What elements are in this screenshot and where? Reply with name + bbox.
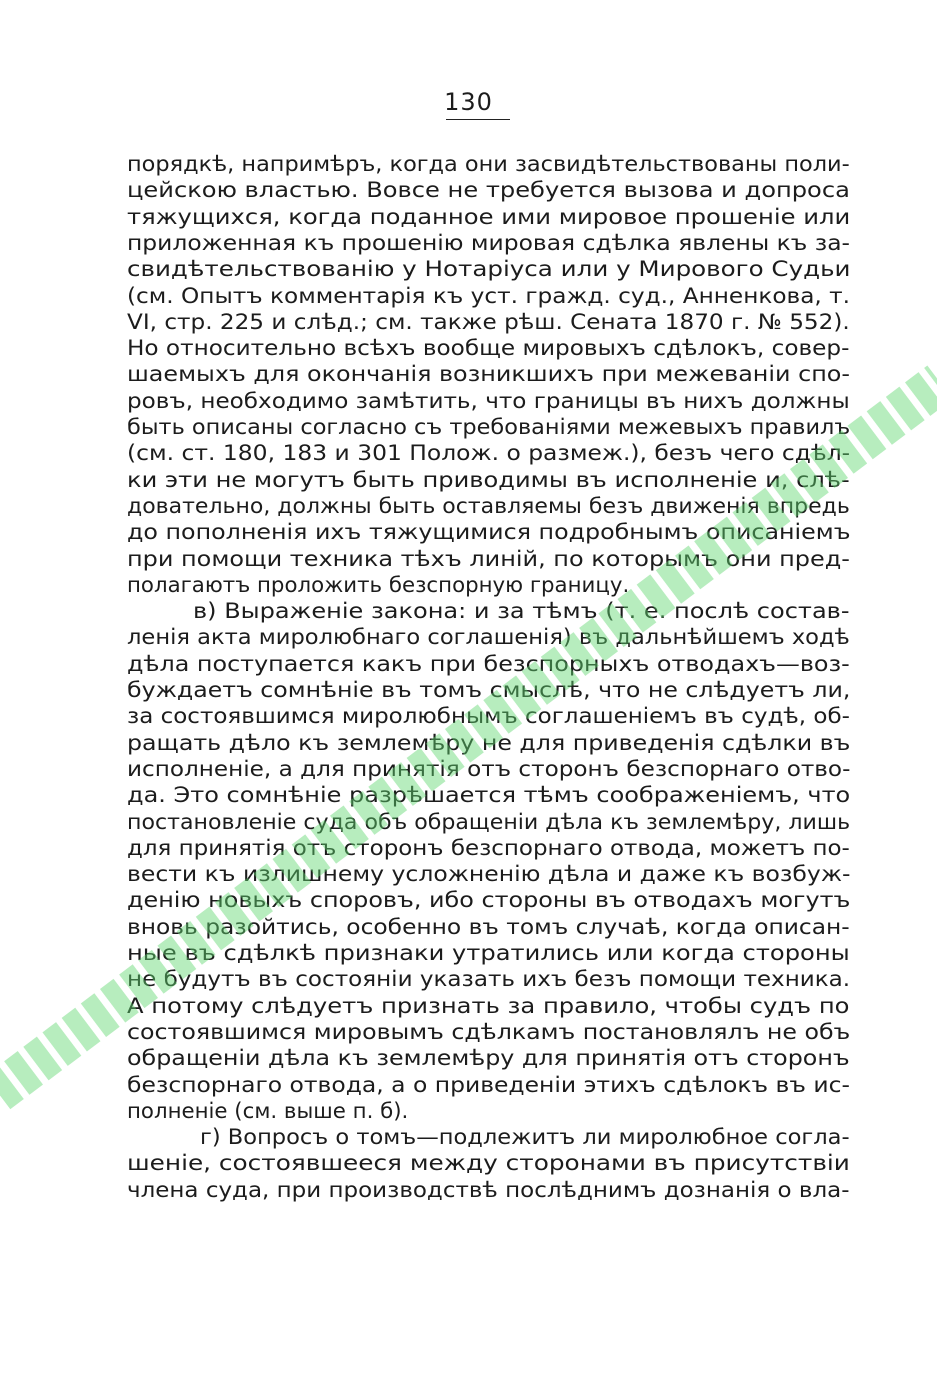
text-line: полненіе (см. выше п. б). — [127, 1098, 409, 1124]
text-line: А потому слѣдуетъ признать за правило, чтобы судъ по — [127, 993, 850, 1019]
text-line: г) Вопросъ о томъ—подлежитъ ли миролюбное согла- — [200, 1125, 850, 1151]
text-line: быть описаны согласно съ требованіями межевыхъ правилъ — [127, 415, 851, 440]
text-line: в) Выраженіе закона: и за тѣмъ (т. е. послѣ состав- — [193, 599, 850, 625]
text-line: буждаетъ сомнѣніе въ томъ смыслѣ, что не слѣдуетъ ли, — [127, 678, 851, 703]
text-line: члена суда, при производствѣ послѣднимъ дознанія о вла- — [127, 1177, 850, 1203]
text-line: свидѣтельствованію у Нотаріуса или у Мирового Судьи — [127, 257, 851, 283]
text-line: денію новыхъ споровъ, ибо стороны въ отводахъ могутъ — [127, 888, 851, 914]
text-line: не будутъ въ состояніи указать ихъ безъ помощи техника. — [127, 967, 851, 993]
text-line: (см. Опытъ комментарія къ уст. гражд. суд., Анненкова, т. — [127, 283, 851, 309]
text-line: да. Это сомнѣніе разрѣшается тѣмъ соображеніемъ, что — [127, 783, 851, 809]
text-line: полагаютъ проложить безспорную границу. — [127, 572, 630, 598]
text-line: за состоявшимся миролюбнымъ соглашеніемъ въ судѣ, об- — [127, 704, 850, 730]
text-line: ленія акта миролюбнаго соглашенія) въ дальнѣйшемъ ходѣ — [127, 625, 850, 651]
text-line: состоявшимся мировымъ сдѣлкамъ постановлялъ не объ — [127, 1019, 851, 1045]
text-line: ращать дѣло къ землемѣру не для приведенія сдѣлки въ — [127, 730, 851, 756]
text-line: шаемыхъ для окончанія возникшихъ при межеваніи спо- — [127, 362, 850, 388]
text-line: при помощи техника тѣхъ линій, по которымъ они пред- — [127, 546, 850, 572]
text-line: ровъ, необходимо замѣтить, что границы въ нихъ должны — [127, 388, 850, 414]
text-line: до пополненія ихъ тяжущимися подробнымъ описаніемъ — [127, 520, 851, 546]
text-line: вновь разойтись, особенно въ томъ случаѣ, когда описан- — [127, 914, 850, 940]
text-line: обращеніи дѣла къ землемѣру для принятія отъ сторонъ — [127, 1046, 850, 1072]
text-line: дѣла поступается какъ при безспорныхъ отводахъ—воз- — [127, 651, 850, 677]
text-line: для принятія отъ сторонъ безспорнаго отвода, можетъ по- — [127, 835, 850, 861]
text-line: VI, стр. 225 и слѣд.; см. также рѣш. Сената 1870 г. № 552). — [127, 309, 850, 335]
page-number: 130 — [444, 88, 493, 116]
text-line: исполненіе, а для принятія отъ сторонъ безспорнаго отво- — [127, 756, 851, 782]
text-line: ки эти не могутъ быть приводимы въ исполненіе и, слѣ- — [127, 467, 850, 493]
text-line: безспорнаго отвода, а о приведеніи этихъ сдѣлокъ въ ис- — [127, 1072, 850, 1098]
text-line: (см. ст. 180, 183 и 301 Полож. о размеж.), безъ чего сдѣл- — [127, 441, 851, 467]
text-line: шеніе, состоявшееся между сторонами въ присутствіи — [127, 1151, 850, 1177]
text-line: порядкѣ, напримѣръ, когда они засвидѣтельствованы поли- — [127, 152, 850, 177]
text-line: ные въ сдѣлкѣ признаки утратились или когда стороны — [127, 941, 850, 966]
text-line: постановленіе суда объ обращеніи дѣла къ землемѣру, лишь — [127, 809, 851, 835]
text-line: тяжущихся, когда поданное ими мировое прошеніе или — [127, 204, 851, 230]
text-line: цейскою властью. Вовсе не требуется вызова и допроса — [127, 178, 850, 204]
text-line: Но относительно всѣхъ вообще мировыхъ сдѣлокъ, совер- — [127, 336, 850, 362]
text-line: приложенная къ прошенію мировая сдѣлка явлены къ за- — [127, 230, 850, 256]
text-line: довательно, должны быть оставляемы безъ движенія впредь — [127, 493, 850, 519]
text-line: вести къ излишнему усложненію дѣла и даже къ возбуж- — [127, 862, 851, 888]
page-number-underline — [446, 119, 510, 120]
